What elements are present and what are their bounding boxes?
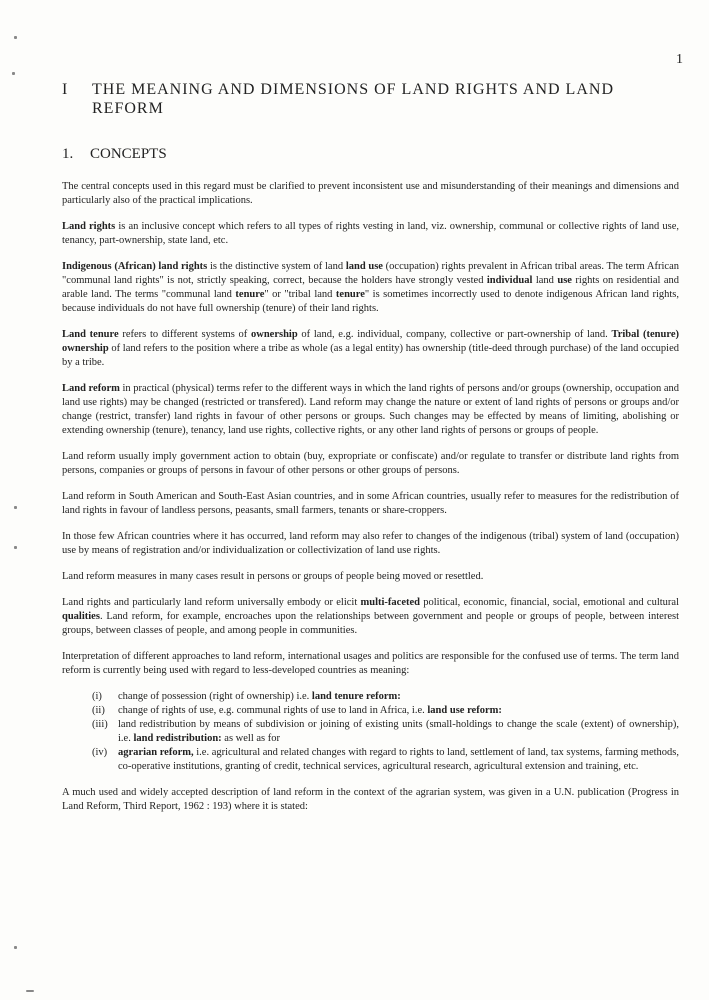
paragraph-text: (occupation) rights prevalent in African tribal areas. The term African "communal land rights" is not, strictly speaking, correct, because the holders have strongly vested: [62, 261, 679, 286]
paragraph-text: " is sometimes incorrectly used to denote indigenous African land rights, because individuals do not have full ownership (tenure) of their land rights.: [62, 289, 680, 314]
paragraph-text: of land refers to the position where a tribe as whole (as a legal entity) has ownership (title-deed through purchase) of the land occupied by a tribe.: [62, 343, 679, 368]
list-text: change of rights of use, e.g. communal rights of use to land in Africa, i.e.: [118, 705, 428, 716]
scan-speck: [12, 72, 15, 75]
paragraph-text: refers to different systems of: [118, 329, 251, 340]
paragraph-text: " or "tribal land: [264, 289, 336, 300]
section-title: CONCEPTS: [90, 146, 167, 162]
list-marker: (i): [92, 691, 102, 702]
emphasis: Tribal (tenure) ownership: [62, 329, 679, 354]
emphasis: qualities: [62, 611, 100, 622]
paragraph-text: political, economic, financial, social, emotional and cultural: [420, 597, 679, 608]
document-body: [62, 180, 679, 826]
paragraph-intro: The central concepts used in this regard must be clarified to prevent inconsistent use and misunderstanding of their meanings and dimensions and particularly also of the practical implications.: [62, 181, 679, 206]
list-item: [62, 690, 679, 704]
chapter-number: I: [62, 81, 69, 98]
paragraph-text: is an inclusive concept which refers to all types of rights vesting in land, viz. ownership, communal or collective rights of land use, tenancy, part-ownership, state land, etc.: [62, 221, 679, 246]
paragraph-resettlement: Land reform measures in many cases result in persons or groups of people being moved or resettled.: [62, 571, 484, 582]
emphasis: land use reform:: [427, 705, 502, 716]
paragraph-text: Land rights and particularly land reform universally embody or elicit: [62, 597, 361, 608]
list-text: as well as for: [221, 733, 280, 744]
list-item: [62, 718, 679, 746]
meaning-list: [62, 690, 679, 774]
scan-speck: [14, 506, 17, 509]
list-item: [62, 746, 679, 774]
emphasis: use: [557, 275, 572, 286]
emphasis: land redistribution:: [133, 733, 222, 744]
paragraph-text: land: [532, 275, 558, 286]
emphasis: multi-faceted: [360, 597, 420, 608]
emphasis: land use: [345, 261, 383, 272]
paragraph-land-rights: [62, 220, 679, 248]
emphasis: tenure: [235, 289, 265, 300]
chapter-title: THE MEANING AND DIMENSIONS OF LAND RIGHTS AND LAND REFORM: [92, 81, 614, 117]
list-text: change of possession (right of ownership) i.e.: [118, 691, 312, 702]
list-marker: (iii): [92, 719, 108, 730]
paragraph-text: of land, e.g. individual, company, collective or part-ownership of land.: [297, 329, 612, 340]
list-marker: (iv): [92, 747, 108, 758]
paragraph-african-countries: In those few African countries where it has occurred, land reform may also refer to changes of the indigenous (tribal) system of land (occupation) use by means of registration and/or individualization or collectivization of land use rights.: [62, 531, 679, 556]
emphasis: land tenure reform:: [311, 691, 401, 702]
paragraph-text: . Land reform, for example, encroaches upon the relationships between government and people or groups of people, between interest groups, between classes of people, and among people in communities.: [62, 611, 679, 636]
term-land-reform: Land reform: [62, 383, 120, 394]
section-number: 1.: [62, 146, 74, 162]
emphasis: tenure: [335, 289, 365, 300]
emphasis: ownership: [251, 329, 298, 340]
list-item: [62, 704, 679, 718]
scan-speck: [14, 946, 17, 949]
term-land-tenure: Land tenure: [62, 329, 119, 340]
paragraph-text: rights on residential and arable land. The terms "communal land: [62, 275, 680, 300]
list-text: land redistribution by means of subdivision or joining of existing units (small-holdings to change the scale (extent) of ownership), i.e.: [118, 719, 679, 744]
paragraph-government-action: Land reform usually imply government action to obtain (buy, expropriate or confiscate) and/or regulate to transfer or distribute land rights from persons, companies or groups of persons in favour of other persons or other groups of persons.: [62, 451, 679, 476]
page-number: 1: [676, 52, 683, 67]
scan-speck: [14, 546, 17, 549]
paragraph-land-reform-definition: [62, 382, 679, 438]
paragraph-interpretation: Interpretation of different approaches to land reform, international usages and politics are responsible for the confused use of terms. The term land reform is currently being used with regard to less-developed countries as meaning:: [62, 651, 679, 676]
paragraph-indigenous-land-rights: [62, 260, 679, 316]
scan-speck: [14, 36, 17, 39]
term-indigenous-land-rights: Indigenous (African) land rights: [62, 261, 208, 272]
paragraph-multi-faceted: [62, 596, 679, 638]
section-heading: [62, 146, 167, 163]
chapter-heading: [62, 80, 692, 118]
paragraph-text: is the distinctive system of land: [207, 261, 346, 272]
paragraph-text: in practical (physical) terms refer to the different ways in which the land rights of persons and/or groups (ownership, occupation and land use rights) may be changed (restricted or transfered). Land reform may change the nature or extent of land rights of persons or groups and/or change (restrict, transfer) land rights in favour of other persons or groups. Such changes may be effected by means of limiting, abolishing or extending ownership (tenure), tenancy, land use rights, collective rights, or any other land rights of persons or groups of people.: [62, 383, 680, 436]
list-marker: (ii): [92, 705, 105, 716]
paragraph-south-america: Land reform in South American and South-East Asian countries, and in some African countries, usually refer to measures for the redistribution of land rights in favour of landless persons, peasants, small farmers, tenants or share-croppers.: [62, 491, 679, 516]
emphasis: individual: [486, 275, 533, 286]
scan-speck: [26, 990, 34, 992]
term-land-rights: Land rights: [62, 221, 116, 232]
emphasis: agrarian reform,: [118, 747, 194, 758]
paragraph-un-publication: A much used and widely accepted description of land reform in the context of the agrarian system, was given in a U.N. publication (Progress in Land Reform, Third Report, 1962 : 193) where it is stated:: [62, 787, 679, 812]
paragraph-land-tenure: [62, 328, 679, 370]
list-text: i.e. agricultural and related changes with regard to rights to land, settlement of land, tax systems, farming methods, co-operative institutions, granting of credit, technical services, agricultural research, agricultural extension and training, etc.: [118, 747, 679, 772]
